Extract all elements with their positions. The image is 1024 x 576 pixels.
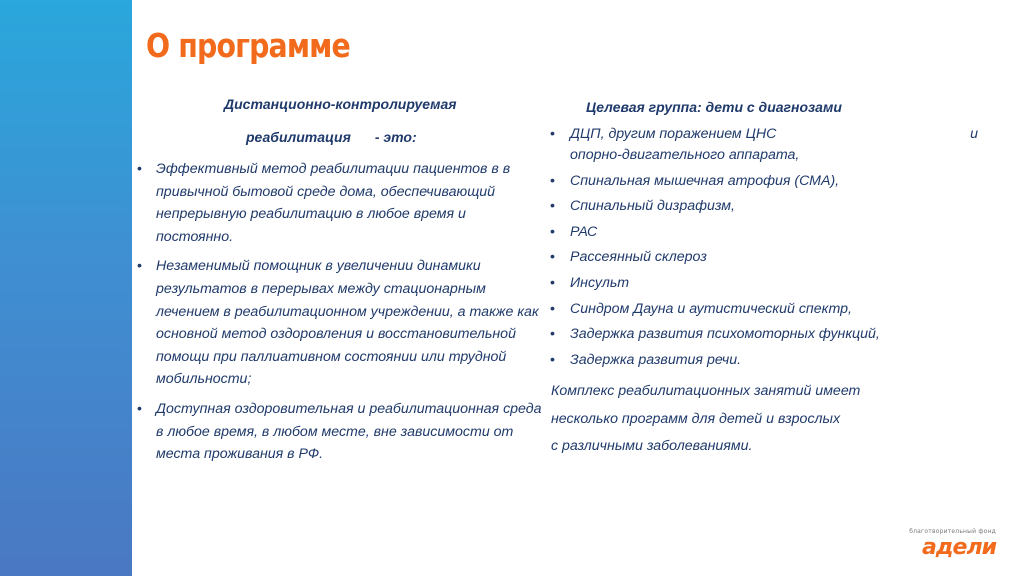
bullet-icon: • — [137, 161, 142, 177]
left-heading-line1: Дистанционно-контролируемая — [224, 96, 457, 112]
list-item: • РАС — [548, 222, 988, 243]
logo-wordmark: адели — [921, 535, 996, 560]
diagnosis-list — [548, 124, 988, 375]
bullet-icon: • — [550, 126, 555, 142]
definition-list — [134, 158, 544, 473]
bullet-icon: • — [550, 351, 555, 368]
bullet-icon: • — [550, 198, 555, 215]
page-title: О программе — [146, 26, 350, 65]
bullet-icon: • — [550, 249, 555, 266]
list-item: • Доступная оздоровительная и реабилитационная среда в любое время, в любом месте, вне зависимости от места проживания в РФ. — [134, 398, 544, 466]
left-heading-term: реабилитация — [246, 129, 351, 145]
list-item: • Задержка развития психомоторных функций, — [548, 324, 988, 345]
logo-tagline: благотворительный фонд — [909, 528, 996, 535]
right-heading: Целевая группа: дети с диагнозами — [586, 99, 842, 115]
list-item: • ДЦП, другим поражением ЦНС и опорно-двигательного аппарата, — [550, 126, 978, 163]
left-heading-suffix: - это: — [374, 129, 417, 145]
bullet-icon: • — [550, 300, 555, 317]
list-item: • Эффективный метод реабилитации пациентов в в привычной бытовой среде дома, обеспечивающий непрерывную реабилитацию в любое время и постоянно. — [134, 158, 544, 248]
list-item: • Задержка развития речи. — [548, 350, 988, 371]
list-item: • Инсульт — [548, 273, 988, 294]
list-item: • Спинальный дизрафизм, — [548, 196, 988, 217]
list-item: • Незаменимый помощник в увеличении динамики результатов в перерывах между стационарным лечением в реабилитационном учреждении, а также как основной метод оздоровления и восстановительной помощи при паллиативном состоянии или трудной мобильности; — [134, 255, 544, 391]
list-item: • Спинальная мышечная атрофия (СМА), — [548, 171, 988, 192]
side-accent-bar — [0, 0, 132, 576]
foundation-logo — [896, 528, 996, 564]
bullet-icon: • — [550, 223, 555, 240]
program-summary: Комплекс реабилитационных занятий имеет несколько программ для детей и взрослых с различными заболеваниями. — [551, 383, 861, 454]
bullet-icon: • — [550, 326, 555, 343]
bullet-icon: • — [550, 274, 555, 291]
bullet-icon: • — [137, 258, 142, 275]
bullet-icon: • — [137, 400, 142, 417]
left-heading-line2 — [246, 129, 417, 145]
list-item: • Синдром Дауна и аутистический спектр, — [548, 299, 988, 320]
bullet-icon: • — [550, 172, 555, 189]
list-item: • Рассеянный склероз — [548, 247, 988, 268]
